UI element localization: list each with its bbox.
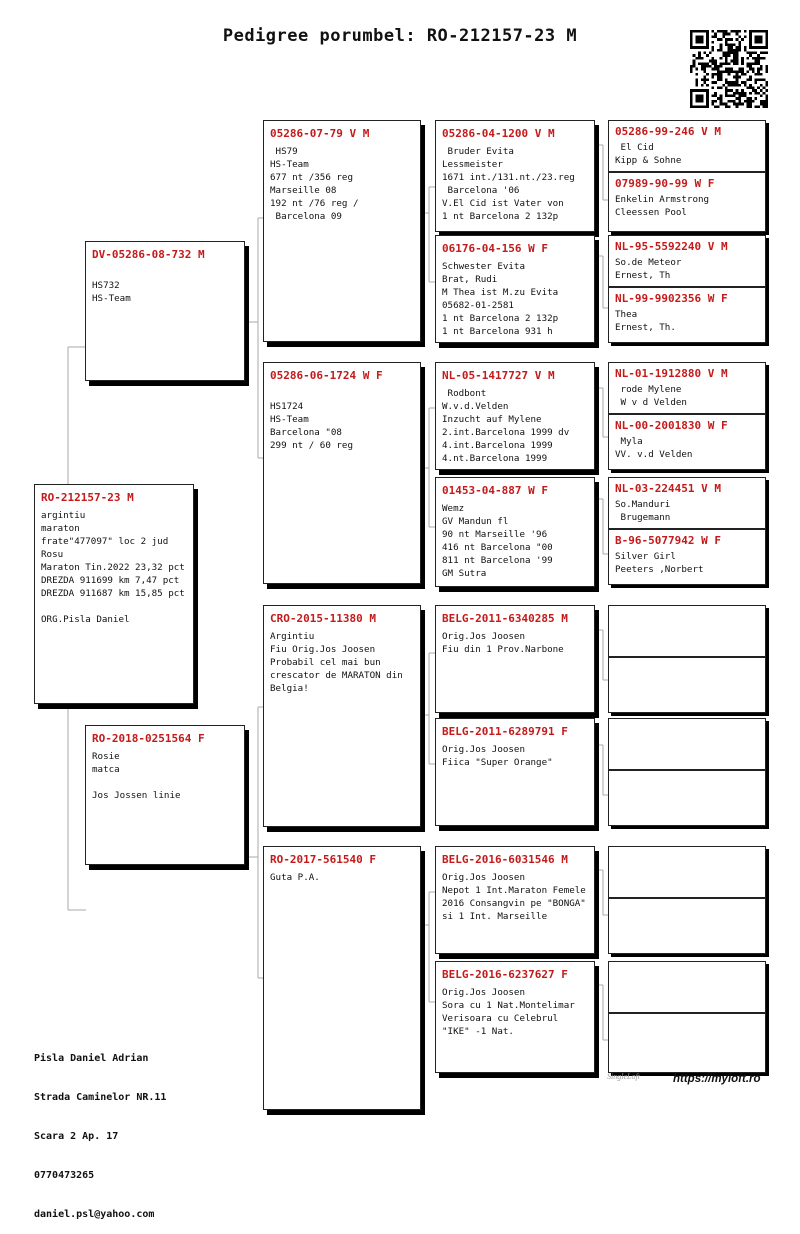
pigeon-card (263, 846, 421, 1110)
ring-number: 05286-07-79 V M (270, 127, 370, 140)
pigeon-card (85, 241, 245, 381)
info-line: 90 nt Marseille '96 (442, 529, 548, 540)
info-line: crescator de MARATON din (270, 670, 403, 681)
info-line: Ernest, Th. (615, 322, 676, 333)
info-line: 05682-01-2581 (442, 300, 514, 311)
pigeon-info (609, 775, 765, 778)
info-line: So.de Meteor (615, 257, 682, 268)
info-line: HS-Team (270, 414, 309, 425)
ring-number: NL-00-2001830 W F (615, 419, 728, 432)
info-line: Marseille 08 (270, 185, 337, 196)
info-line: Maraton Tin.2022 23,32 pct (41, 562, 185, 573)
info-line: DREZDA 911687 km 15,85 pct (41, 588, 185, 599)
breeder-contact (34, 1026, 166, 1234)
pigeon-card (608, 529, 766, 585)
pigeon-card (435, 235, 595, 343)
info-line: matca (92, 764, 120, 775)
ring-number: NL-99-9902356 W F (615, 292, 728, 305)
pigeon-card (435, 961, 595, 1073)
ring-number: NL-03-224451 V M (615, 482, 721, 495)
pigeon-info (609, 903, 765, 906)
pigeon-card (34, 484, 194, 704)
pigeon-card (608, 605, 766, 657)
info-line: rode Mylene (615, 384, 682, 395)
breeder-name: Pisla Daniel Adrian (34, 1053, 149, 1064)
page-title: Pedigree porumbel: RO-212157-23 M (222, 26, 578, 46)
pigeon-info (609, 380, 765, 409)
info-line: DREZDA 911699 km 7,47 pct (41, 575, 180, 586)
info-line: Rosu (41, 549, 64, 560)
ring-number: B-96-5077942 W F (615, 534, 721, 547)
ring-number: NL-01-1912880 V M (615, 367, 728, 380)
info-line: si 1 Int. Marseille (442, 911, 548, 922)
pigeon-info (609, 662, 765, 665)
ring-number: BELG-2016-6031546 M (442, 853, 568, 866)
pigeon-info (609, 547, 765, 576)
info-line: Wemz (442, 503, 465, 514)
pigeon-info (609, 610, 765, 613)
info-line: Myla (615, 436, 643, 447)
pigeon-info (436, 866, 594, 923)
ring-number: 05286-99-246 V M (615, 125, 721, 138)
website-link[interactable]: https://myloft.ro (673, 1073, 761, 1085)
ring-number: RO-2017-561540 F (270, 853, 376, 866)
pigeon-info (436, 497, 594, 580)
pigeon-card (608, 657, 766, 713)
pigeon-card (608, 961, 766, 1013)
info-line: 1671 int./131.nt./23.reg (442, 172, 575, 183)
info-line: W v d Velden (615, 397, 687, 408)
info-line: frate"477097" loc 2 jud (41, 536, 169, 547)
info-line: Orig.Jos Joosen (442, 744, 525, 755)
pigeon-card (435, 718, 595, 826)
info-line: Brugemann (615, 512, 671, 523)
pigeon-info (264, 866, 420, 884)
info-line: Brat, Rudi (442, 274, 498, 285)
breeder-phone: 0770473265 (34, 1170, 95, 1181)
pigeon-card (435, 605, 595, 713)
ring-number: 05286-04-1200 V M (442, 127, 555, 140)
info-line: Rodbont (442, 388, 487, 399)
pigeon-card (608, 172, 766, 232)
info-line: Orig.Jos Joosen (442, 631, 525, 642)
pigeon-info (436, 140, 594, 223)
info-line: 1 nt Barcelona 2 132p (442, 313, 559, 324)
pigeon-info (436, 625, 594, 656)
info-line: Belgia! (270, 683, 309, 694)
pigeon-info (609, 305, 765, 334)
info-line: "IKE" -1 Nat. (442, 1026, 514, 1037)
info-line: 811 nt Barcelona '99 (442, 555, 553, 566)
info-line: Silver Girl (615, 551, 676, 562)
pigeon-info (436, 981, 594, 1038)
info-line: Lessmeister (442, 159, 503, 170)
pigeon-info (86, 745, 244, 802)
info-line: Sora cu 1 Nat.Montelimar (442, 1000, 575, 1011)
info-line (92, 776, 244, 789)
pigeon-info (609, 190, 765, 219)
pigeon-card (608, 477, 766, 529)
pigeon-info (609, 966, 765, 969)
info-line: 2.int.Barcelona 1999 dv (442, 427, 570, 438)
info-line: ORG.Pisla Daniel (41, 614, 130, 625)
info-line: GV Mandun fl (442, 516, 509, 527)
info-line: Fiu din 1 Prov.Narbone (442, 644, 564, 655)
ring-number: 01453-04-887 W F (442, 484, 548, 497)
pigeon-info (609, 495, 765, 524)
pigeon-card (608, 287, 766, 343)
info-line: El Cid (615, 142, 654, 153)
pigeon-info (609, 1018, 765, 1021)
info-line: 192 nt /76 reg / (270, 198, 359, 209)
info-line: Jos Jossen linie (92, 790, 181, 801)
pigeon-card (435, 362, 595, 470)
info-line: 4.nt.Barcelona 1999 (442, 453, 548, 464)
info-line: V.El Cid ist Vater von (442, 198, 564, 209)
pigeon-info (86, 261, 244, 305)
info-line: Fiu Orig.Jos Joosen (270, 644, 376, 655)
ring-number: BELG-2011-6340285 M (442, 612, 568, 625)
info-line: Schwester Evita (442, 261, 525, 272)
info-line: Enkelin Armstrong (615, 194, 710, 205)
info-line: HS79 (270, 146, 298, 157)
signature-logo: SingleLoft (607, 1072, 640, 1081)
pigeon-card (608, 235, 766, 287)
ring-number: RO-2018-0251564 F (92, 732, 205, 745)
info-line (92, 266, 244, 279)
info-line: Probabil cel mai bun (270, 657, 381, 668)
info-line: 299 nt / 60 reg (270, 440, 353, 451)
ring-number: BELG-2016-6237627 F (442, 968, 568, 981)
pigeon-info (609, 138, 765, 167)
pigeon-info (264, 140, 420, 223)
info-line: Nepot 1 Int.Maraton Femele (442, 885, 586, 896)
pigeon-card (263, 362, 421, 584)
pigeon-card (608, 362, 766, 414)
pigeon-card (608, 1013, 766, 1073)
pigeon-card (608, 414, 766, 470)
pigeon-card (435, 120, 595, 232)
info-line: 1 nt Barcelona 2 132p (442, 211, 559, 222)
ring-number: RO-212157-23 M (41, 491, 134, 504)
pigeon-card (263, 120, 421, 342)
info-line: Bruder Evita (442, 146, 514, 157)
breeder-apartment: Scara 2 Ap. 17 (34, 1131, 119, 1142)
info-line: argintiu (41, 510, 86, 521)
info-line: Barcelona '06 (442, 185, 520, 196)
info-line: 677 nt /356 reg (270, 172, 353, 183)
ring-number: NL-95-5592240 V M (615, 240, 728, 253)
breeder-email: daniel.psl@yahoo.com (34, 1209, 155, 1220)
info-line: Ernest, Th (615, 270, 671, 281)
info-line: 1 nt Barcelona 931 h (442, 326, 553, 337)
info-line: Cleessen Pool (615, 207, 687, 218)
info-line: maraton (41, 523, 80, 534)
pigeon-info (609, 253, 765, 282)
pigeon-info (35, 504, 193, 626)
pigeon-info (609, 723, 765, 726)
pigeon-info (609, 432, 765, 461)
info-line (41, 600, 193, 613)
ring-number: NL-05-1417727 V M (442, 369, 555, 382)
pigeon-info (436, 382, 594, 465)
info-line: 4.int.Barcelona 1999 (442, 440, 553, 451)
pigeon-card (435, 477, 595, 587)
pigeon-card (608, 120, 766, 172)
info-line: HS-Team (270, 159, 309, 170)
ring-number: BELG-2011-6289791 F (442, 725, 568, 738)
info-line: Guta P.A. (270, 872, 320, 883)
pigeon-info (264, 382, 420, 452)
pigeon-info (436, 738, 594, 769)
info-line: GM Sutra (442, 568, 487, 579)
info-line: VV. v.d Velden (615, 449, 693, 460)
info-line: Thea (615, 309, 638, 320)
ring-number: CRO-2015-11380 M (270, 612, 376, 625)
info-line: Barcelona 09 (270, 211, 342, 222)
info-line: HS732 (92, 280, 120, 291)
info-line: Rosie (92, 751, 120, 762)
info-line: HS1724 (270, 401, 304, 412)
info-line: Argintiu (270, 631, 315, 642)
breeder-street: Strada Caminelor NR.11 (34, 1092, 167, 1103)
pigeon-card (85, 725, 245, 865)
info-line: 2016 Consangvin pe "BONGA" (442, 898, 586, 909)
info-line (270, 387, 420, 400)
pigeon-card (263, 605, 421, 827)
ring-number: DV-05286-08-732 M (92, 248, 205, 261)
info-line: 416 nt Barcelona "00 (442, 542, 553, 553)
pigeon-card (435, 846, 595, 954)
pigeon-card (608, 846, 766, 898)
pigeon-card (608, 898, 766, 954)
info-line: Fiica "Super Orange" (442, 757, 553, 768)
info-line: Inzucht auf Mylene (442, 414, 542, 425)
info-line: Orig.Jos Joosen (442, 987, 525, 998)
info-line: Barcelona "08 (270, 427, 342, 438)
pigeon-info (609, 851, 765, 854)
info-line: So.Manduri (615, 499, 671, 510)
info-line: Peeters ,Norbert (615, 564, 704, 575)
info-line: Orig.Jos Joosen (442, 872, 525, 883)
pigeon-card (608, 718, 766, 770)
info-line: W.v.d.Velden (442, 401, 509, 412)
pigeon-info (436, 255, 594, 338)
ring-number: 06176-04-156 W F (442, 242, 548, 255)
info-line: Kipp & Sohne (615, 155, 682, 166)
pigeon-card (608, 770, 766, 826)
ring-number: 05286-06-1724 W F (270, 369, 383, 382)
ring-number: 07989-90-99 W F (615, 177, 715, 190)
info-line: Verisoara cu Celebrul (442, 1013, 559, 1024)
info-line: M Thea ist M.zu Evita (442, 287, 559, 298)
pigeon-info (264, 625, 420, 695)
info-line: HS-Team (92, 293, 131, 304)
